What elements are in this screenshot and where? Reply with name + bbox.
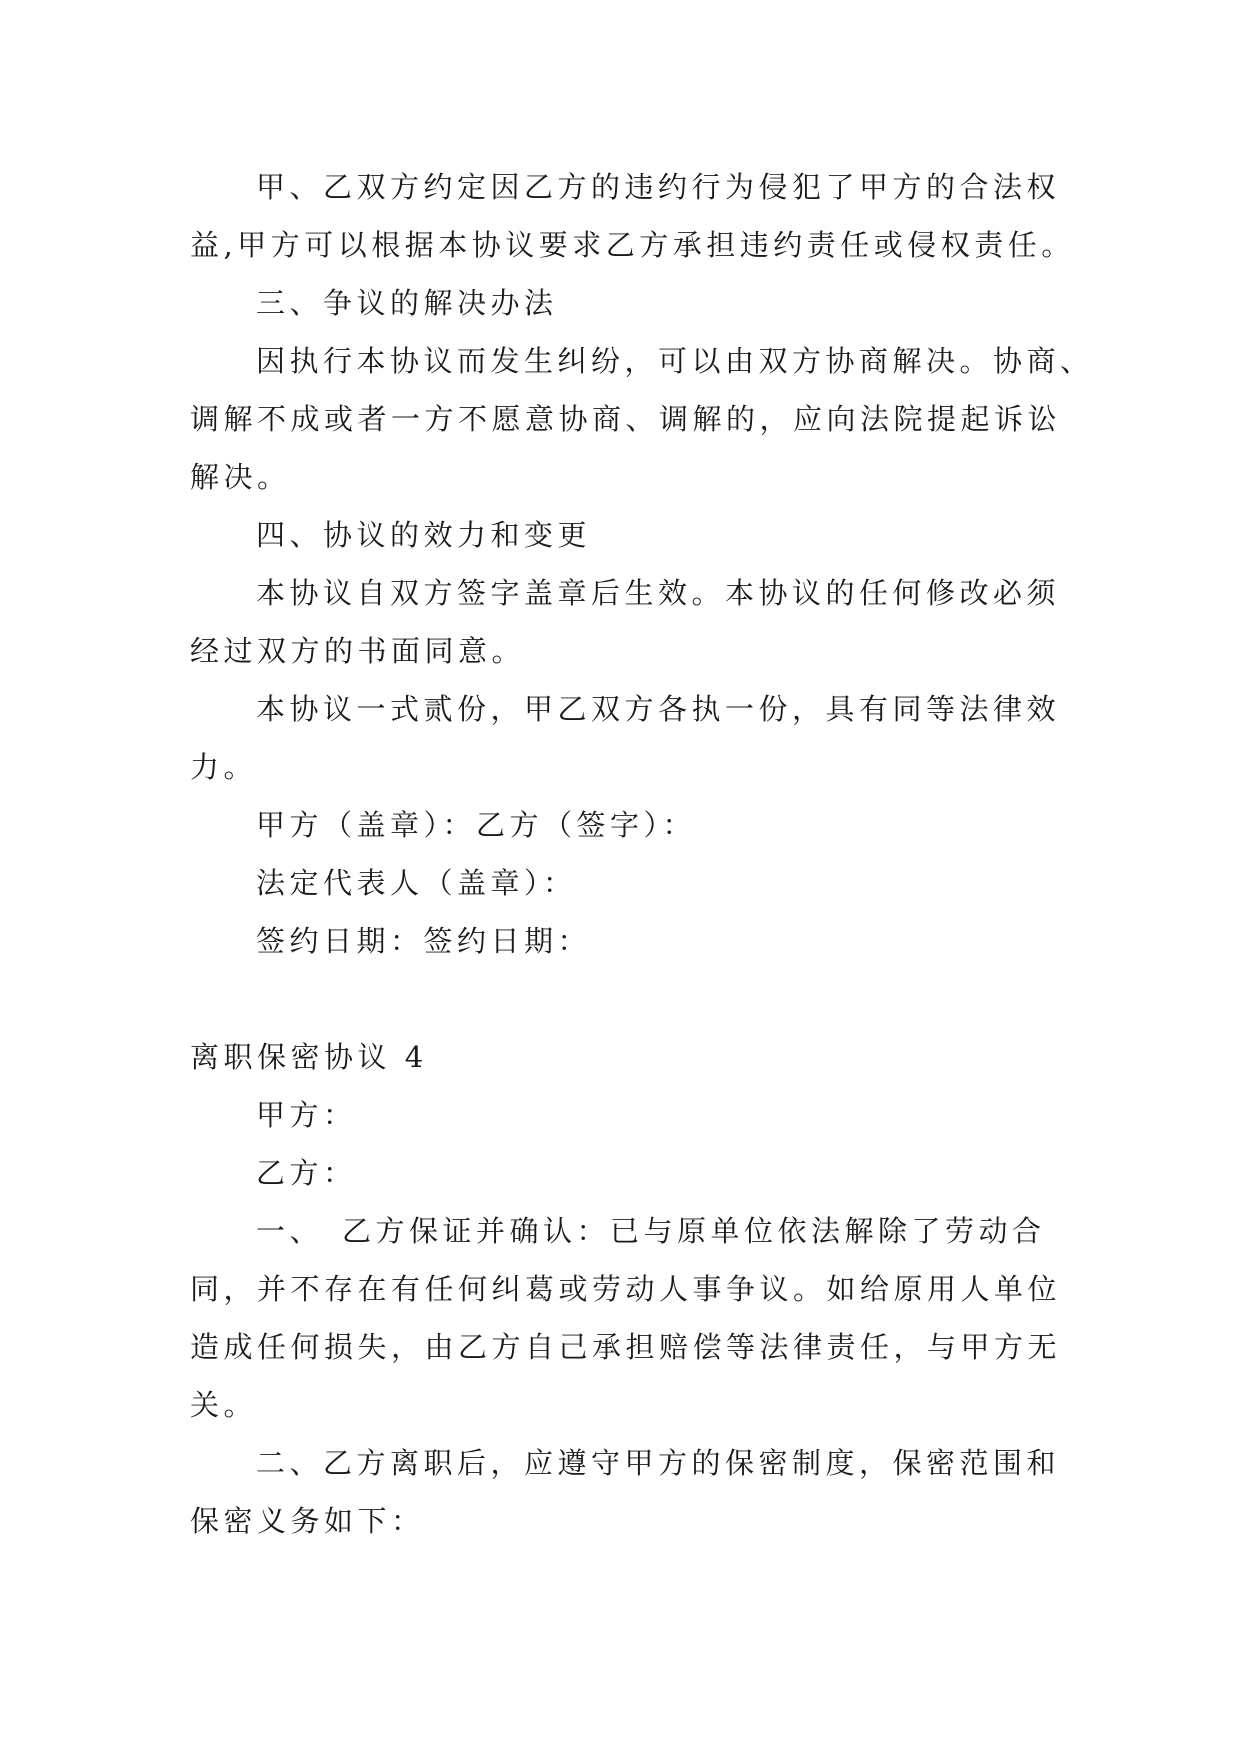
section-heading: 四、协议的效力和变更 [256, 518, 592, 552]
party-a-line: 甲方： [256, 1098, 357, 1132]
signature-line: 甲方（盖章）：乙方（签字）： [256, 808, 697, 842]
paragraph-line: 二、乙方离职后，应遵守甲方的保密制度，保密范围和 [256, 1446, 1061, 1480]
section-heading: 三、争议的解决办法 [256, 286, 558, 320]
paragraph-line: 造成任何损失，由乙方自己承担赔偿等法律责任，与甲方无 [190, 1330, 1062, 1364]
party-b-line: 乙方： [256, 1156, 357, 1190]
paragraph-line: 保密义务如下： [190, 1504, 425, 1538]
paragraph-line: 同，并不存在有任何纠葛或劳动人事争议。如给原用人单位 [190, 1272, 1062, 1306]
paragraph-line: 本协议一式贰份，甲乙双方各执一份，具有同等法律效 [256, 692, 1061, 726]
document-page [190, 158, 1094, 1550]
paragraph-line: 一、 乙方保证并确认：已与原单位依法解除了劳动合 [256, 1214, 1046, 1248]
paragraph-line: 益,甲方可以根据本协议要求乙方承担违约责任或侵权责任。 [190, 228, 1075, 262]
paragraph-line: 甲、乙双方约定因乙方的违约行为侵犯了甲方的合法权 [256, 170, 1061, 204]
blank-line [190, 970, 1070, 1028]
paragraph-line: 解决。 [190, 460, 291, 494]
paragraph-line: 本协议自双方签字盖章后生效。本协议的任何修改必须 [256, 576, 1061, 610]
document-title: 离职保密协议 4 [190, 1040, 428, 1074]
paragraph-line: 调解不成或者一方不愿意协商、调解的，应向法院提起诉讼 [190, 402, 1062, 436]
signature-date-line: 签约日期：签约日期： [256, 924, 592, 958]
paragraph-line: 关。 [190, 1388, 258, 1422]
paragraph-line: 力。 [190, 750, 258, 784]
paragraph-line: 因执行本协议而发生纠纷，可以由双方协商解决。协商、 [256, 344, 1094, 378]
signature-line: 法定代表人（盖章）： [256, 866, 577, 900]
paragraph-line: 经过双方的书面同意。 [190, 634, 526, 668]
